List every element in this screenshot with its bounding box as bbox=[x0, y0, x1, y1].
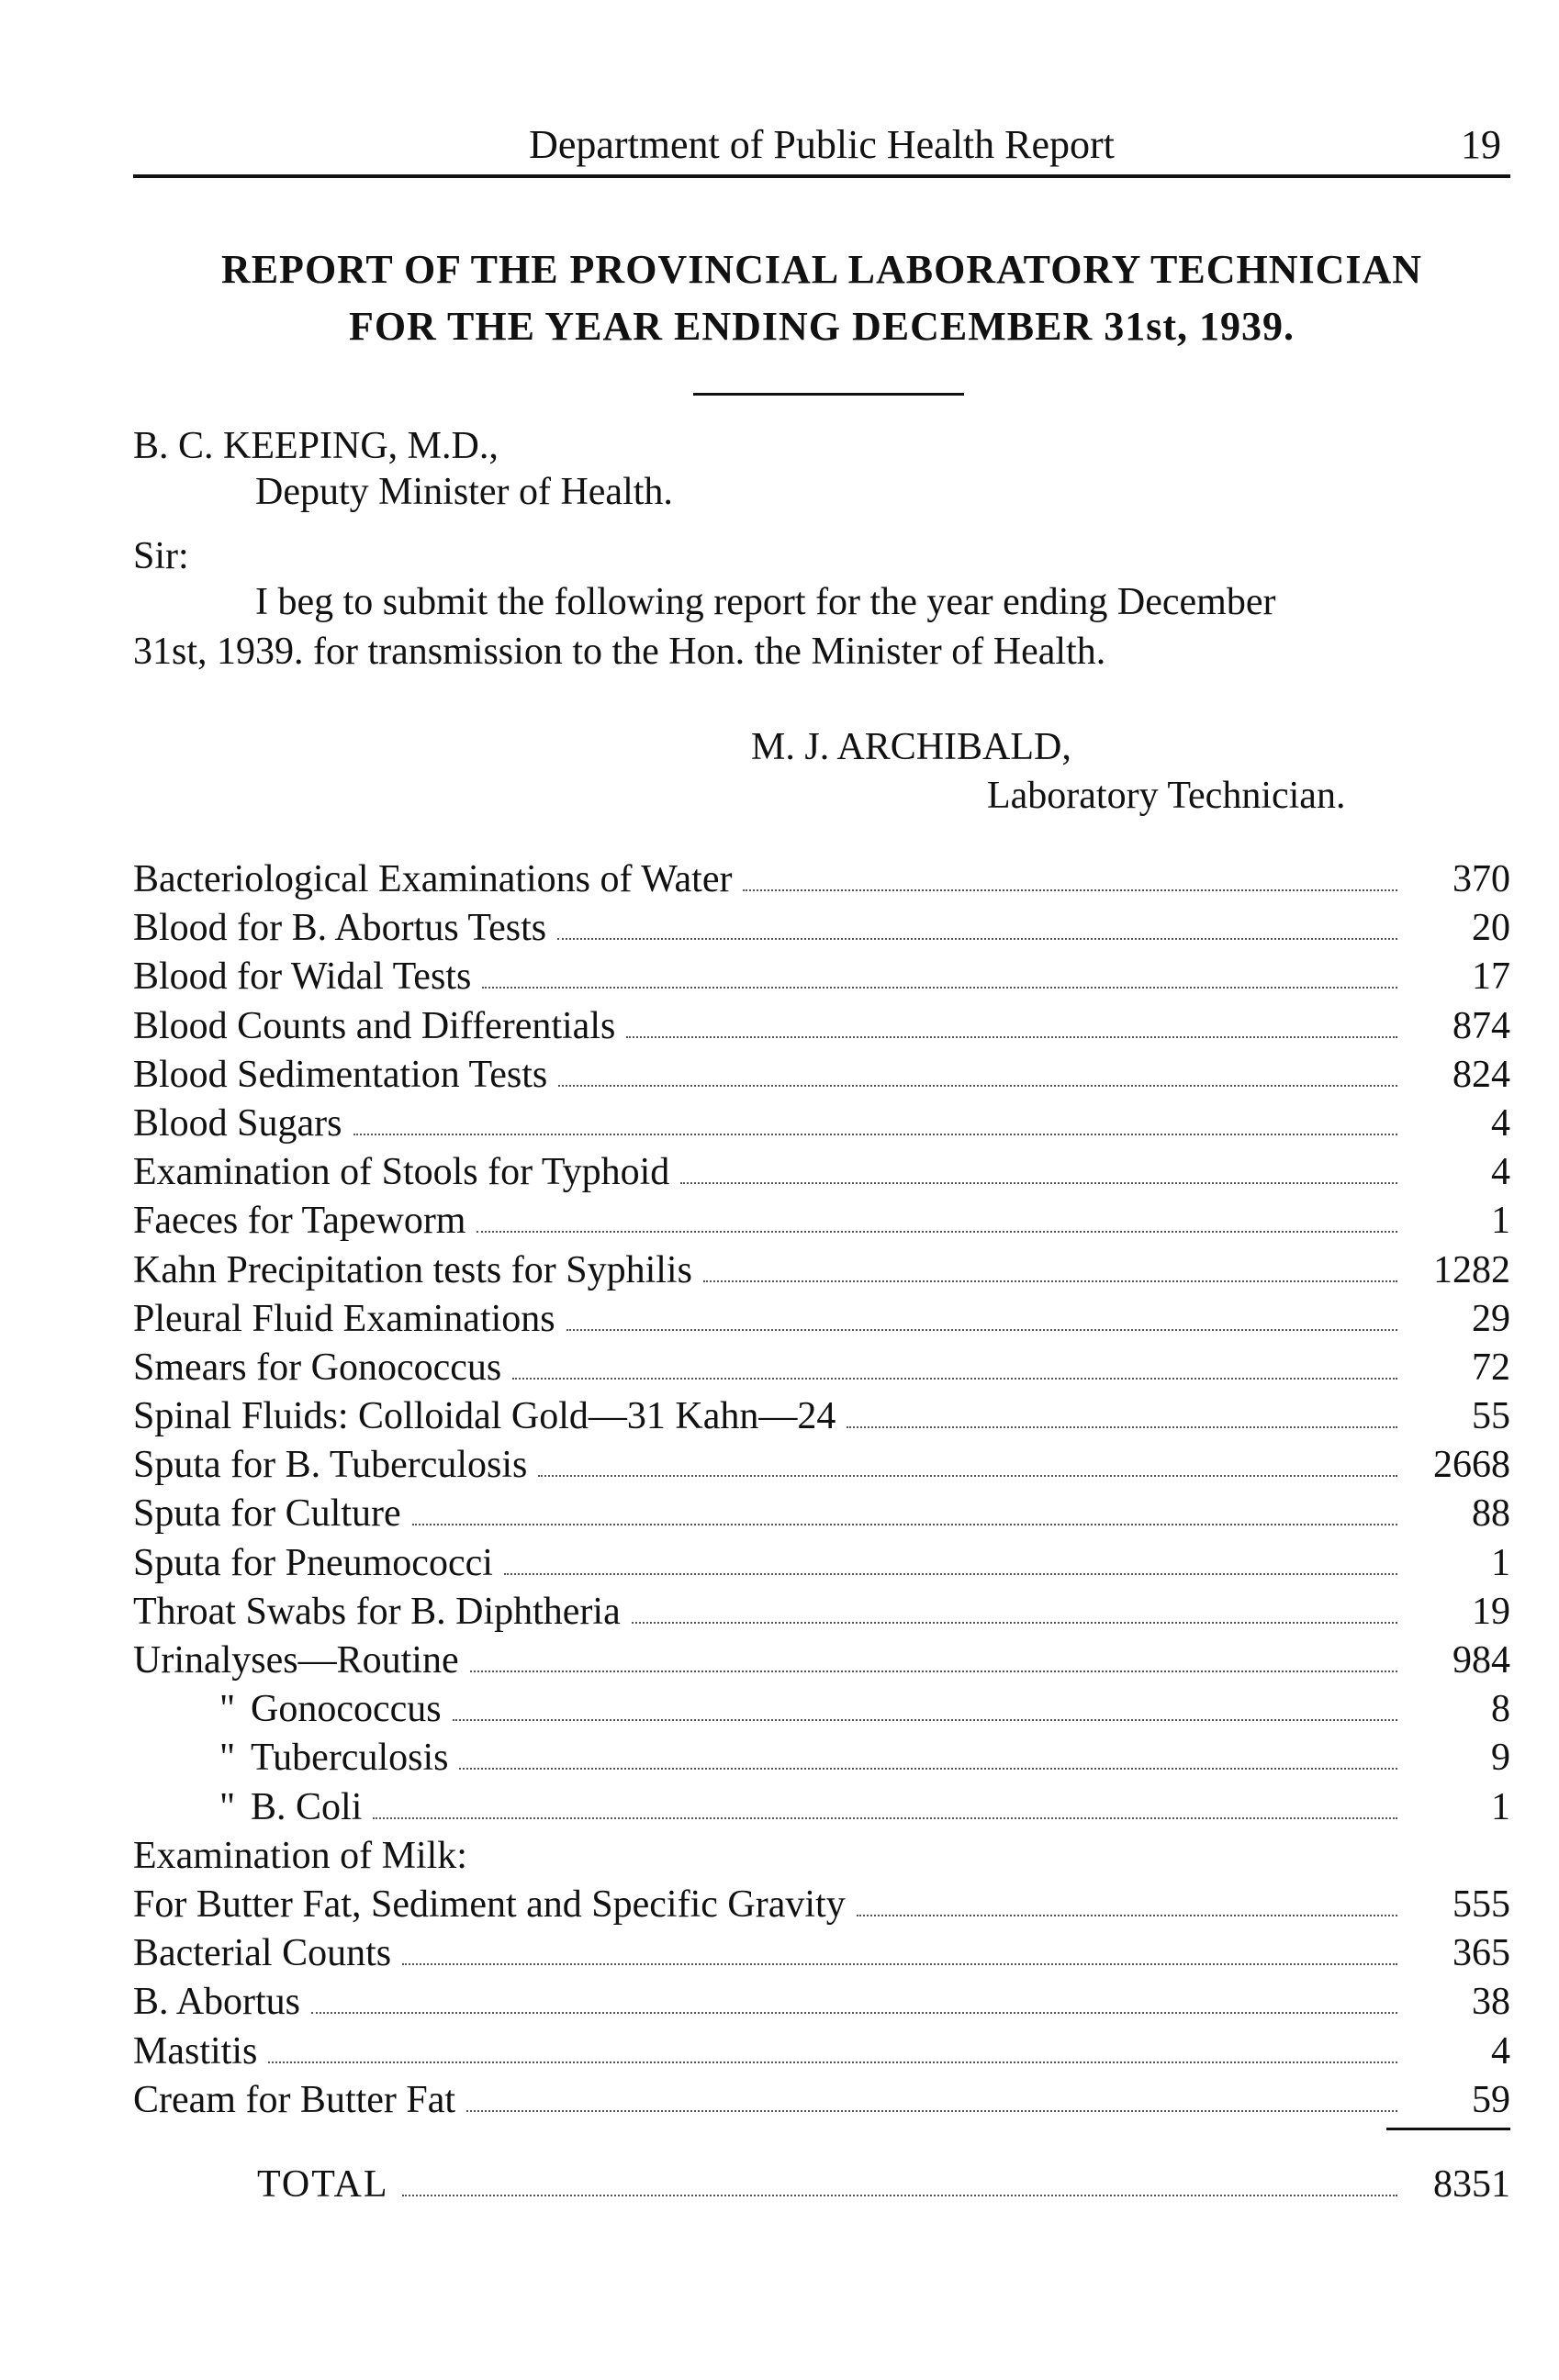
milk-row bbox=[133, 1881, 1510, 1929]
exam-row-value: 17 bbox=[1472, 955, 1510, 999]
milk-row-value: 4 bbox=[1491, 2029, 1510, 2073]
total-row bbox=[257, 2162, 1510, 2207]
dot-leader bbox=[847, 1426, 1397, 1428]
exam-row-value: 1 bbox=[1491, 1200, 1510, 1243]
ditto-row-text: B. Coli bbox=[251, 1785, 363, 1828]
dot-leader bbox=[632, 1622, 1397, 1624]
milk-row bbox=[133, 2028, 1510, 2076]
ditto-row-text: Gonococcus bbox=[251, 1688, 442, 1731]
exam-row-label: Pleural Fluid Examinations bbox=[133, 1297, 555, 1340]
exam-row-value: 20 bbox=[1472, 907, 1510, 950]
exam-row-value: 984 bbox=[1452, 1639, 1510, 1682]
exam-row-label: Blood for B. Abortus Tests bbox=[133, 907, 547, 950]
dot-leader bbox=[857, 1915, 1397, 1916]
exam-row bbox=[133, 1148, 1510, 1197]
exam-row-value: 8 bbox=[1491, 1688, 1510, 1731]
exam-row-value: 19 bbox=[1472, 1590, 1510, 1633]
exam-row-label: Bacteriological Examinations of Water bbox=[133, 858, 733, 900]
exam-row-value: 9 bbox=[1491, 1737, 1510, 1780]
milk-row-value: 365 bbox=[1452, 1932, 1510, 1975]
milk-row-label: For Butter Fat, Sediment and Specific Gravity bbox=[133, 1883, 846, 1926]
exam-row-value: 824 bbox=[1452, 1053, 1510, 1096]
exam-row-label: Throat Swabs for B. Diphtheria bbox=[133, 1590, 621, 1633]
exam-row-label: Blood Sugars bbox=[133, 1101, 342, 1145]
addressee-name: B. C. KEEPING, M.D., bbox=[133, 425, 499, 467]
exam-row-value: 874 bbox=[1452, 1004, 1510, 1047]
salutation: Sir: bbox=[133, 535, 189, 577]
exam-row bbox=[133, 904, 1510, 953]
dot-leader bbox=[373, 1817, 1397, 1819]
exam-row bbox=[133, 1197, 1510, 1246]
exam-row bbox=[133, 1783, 1510, 1832]
exam-row-label: Faeces for Tapeworm bbox=[133, 1200, 466, 1243]
dot-leader bbox=[557, 938, 1397, 940]
dot-leader bbox=[453, 1719, 1397, 1721]
dot-leader bbox=[477, 1231, 1397, 1233]
exam-row-value: 370 bbox=[1452, 858, 1510, 900]
dot-leader bbox=[311, 2012, 1397, 2014]
addressee-title: Deputy Minister of Health. bbox=[255, 471, 673, 513]
milk-section-heading bbox=[133, 1832, 1510, 1881]
body-text-line2: 31st, 1939. for transmission to the Hon. the Minister of Health. bbox=[133, 631, 1106, 673]
exam-row bbox=[133, 953, 1510, 1001]
exam-row bbox=[133, 1490, 1510, 1538]
page-number: 19 bbox=[1461, 122, 1501, 167]
milk-row-label: Mastitis bbox=[133, 2029, 258, 2073]
dot-leader bbox=[626, 1036, 1397, 1038]
examinations-table bbox=[133, 855, 1510, 2125]
exam-row-label: Blood for Widal Tests bbox=[133, 955, 472, 999]
exam-row-value: 55 bbox=[1472, 1395, 1510, 1438]
milk-row bbox=[133, 1978, 1510, 2027]
dot-leader bbox=[703, 1280, 1397, 1282]
exam-row-label: Urinalyses—Routine bbox=[133, 1639, 459, 1682]
exam-row bbox=[133, 1588, 1510, 1637]
header-title: Department of Public Health Report bbox=[529, 122, 1115, 167]
exam-row-value: 1 bbox=[1491, 1541, 1510, 1584]
total-label: TOTAL bbox=[257, 2163, 389, 2206]
running-header bbox=[133, 119, 1510, 178]
dot-leader bbox=[268, 2062, 1397, 2063]
dot-leader bbox=[504, 1573, 1397, 1575]
ditto-mark: " bbox=[219, 1785, 236, 1828]
milk-row-label: B. Abortus bbox=[133, 1981, 301, 2024]
exam-row-label: Spinal Fluids: Colloidal Gold—31 Kahn—24 bbox=[133, 1395, 836, 1438]
exam-row bbox=[133, 1392, 1510, 1441]
title-divider bbox=[693, 393, 964, 396]
exam-row-label: Examination of Stools for Typhoid bbox=[133, 1151, 670, 1194]
dot-leader bbox=[402, 2195, 1397, 2196]
total-divider bbox=[1386, 2128, 1510, 2130]
ditto-mark: " bbox=[219, 1737, 236, 1780]
exam-row-value: 88 bbox=[1472, 1492, 1510, 1536]
exam-row bbox=[133, 1637, 1510, 1685]
exam-row bbox=[133, 1051, 1510, 1100]
dot-leader bbox=[402, 1963, 1397, 1965]
exam-row bbox=[133, 1734, 1510, 1782]
milk-row-label: Cream for Butter Fat bbox=[133, 2078, 456, 2121]
dot-leader bbox=[512, 1378, 1397, 1380]
exam-row bbox=[133, 1539, 1510, 1588]
milk-row-value: 59 bbox=[1472, 2078, 1510, 2121]
exam-row-label bbox=[133, 1734, 459, 1782]
milk-heading-label: Examination of Milk: bbox=[133, 1834, 467, 1877]
dot-leader bbox=[353, 1134, 1397, 1135]
exam-row-label: Sputa for Pneumococci bbox=[133, 1541, 493, 1584]
milk-row-label: Bacterial Counts bbox=[133, 1932, 392, 1975]
exam-row-label: Sputa for B. Tuberculosis bbox=[133, 1444, 528, 1487]
exam-row-value: 1 bbox=[1491, 1785, 1510, 1828]
dot-leader bbox=[743, 889, 1397, 891]
milk-row-value: 38 bbox=[1472, 1981, 1510, 2024]
dot-leader bbox=[470, 1670, 1397, 1672]
dot-leader bbox=[538, 1475, 1397, 1477]
exam-row-label: Blood Sedimentation Tests bbox=[133, 1053, 548, 1096]
exam-row bbox=[133, 1246, 1510, 1295]
exam-row-value: 4 bbox=[1491, 1101, 1510, 1145]
exam-row-value: 2668 bbox=[1433, 1444, 1510, 1487]
exam-row-label: Sputa for Culture bbox=[133, 1492, 401, 1536]
exam-row-label bbox=[133, 1685, 453, 1734]
dot-leader bbox=[566, 1329, 1397, 1331]
report-title-line2: FOR THE YEAR ENDING DECEMBER 31st, 1939. bbox=[348, 304, 1295, 349]
exam-row-label: Blood Counts and Differentials bbox=[133, 1004, 616, 1047]
exam-row bbox=[133, 1002, 1510, 1051]
exam-row-value: 72 bbox=[1472, 1346, 1510, 1389]
exam-row-value: 1282 bbox=[1433, 1248, 1510, 1291]
exam-row bbox=[133, 1685, 1510, 1734]
exam-row bbox=[133, 1441, 1510, 1490]
dot-leader bbox=[459, 1768, 1397, 1770]
dot-leader bbox=[558, 1085, 1397, 1087]
exam-row bbox=[133, 855, 1510, 904]
dot-leader bbox=[482, 987, 1397, 989]
exam-row-label: Kahn Precipitation tests for Syphilis bbox=[133, 1248, 692, 1291]
dot-leader bbox=[412, 1524, 1397, 1525]
exam-row-value: 29 bbox=[1472, 1297, 1510, 1340]
exam-row bbox=[133, 1100, 1510, 1148]
total-value: 8351 bbox=[1433, 2163, 1510, 2206]
exam-row-label: Smears for Gonococcus bbox=[133, 1346, 502, 1389]
report-title-line1: REPORT OF THE PROVINCIAL LABORATORY TECHNICIAN bbox=[220, 247, 1423, 292]
signer-title: Laboratory Technician. bbox=[987, 775, 1346, 817]
exam-row-value: 4 bbox=[1491, 1151, 1510, 1194]
milk-row bbox=[133, 2076, 1510, 2125]
dot-leader bbox=[466, 2110, 1397, 2112]
exam-row-label bbox=[133, 1783, 373, 1832]
signer-name: M. J. ARCHIBALD, bbox=[751, 726, 1071, 768]
milk-row-value: 555 bbox=[1452, 1883, 1510, 1926]
ditto-row-text: Tuberculosis bbox=[251, 1737, 449, 1780]
ditto-mark: " bbox=[219, 1688, 236, 1731]
exam-row bbox=[133, 1295, 1510, 1344]
exam-row bbox=[133, 1344, 1510, 1392]
dot-leader bbox=[680, 1182, 1397, 1184]
body-text-line1: I beg to submit the following report for the year ending December bbox=[255, 581, 1276, 623]
milk-row bbox=[133, 1929, 1510, 1978]
